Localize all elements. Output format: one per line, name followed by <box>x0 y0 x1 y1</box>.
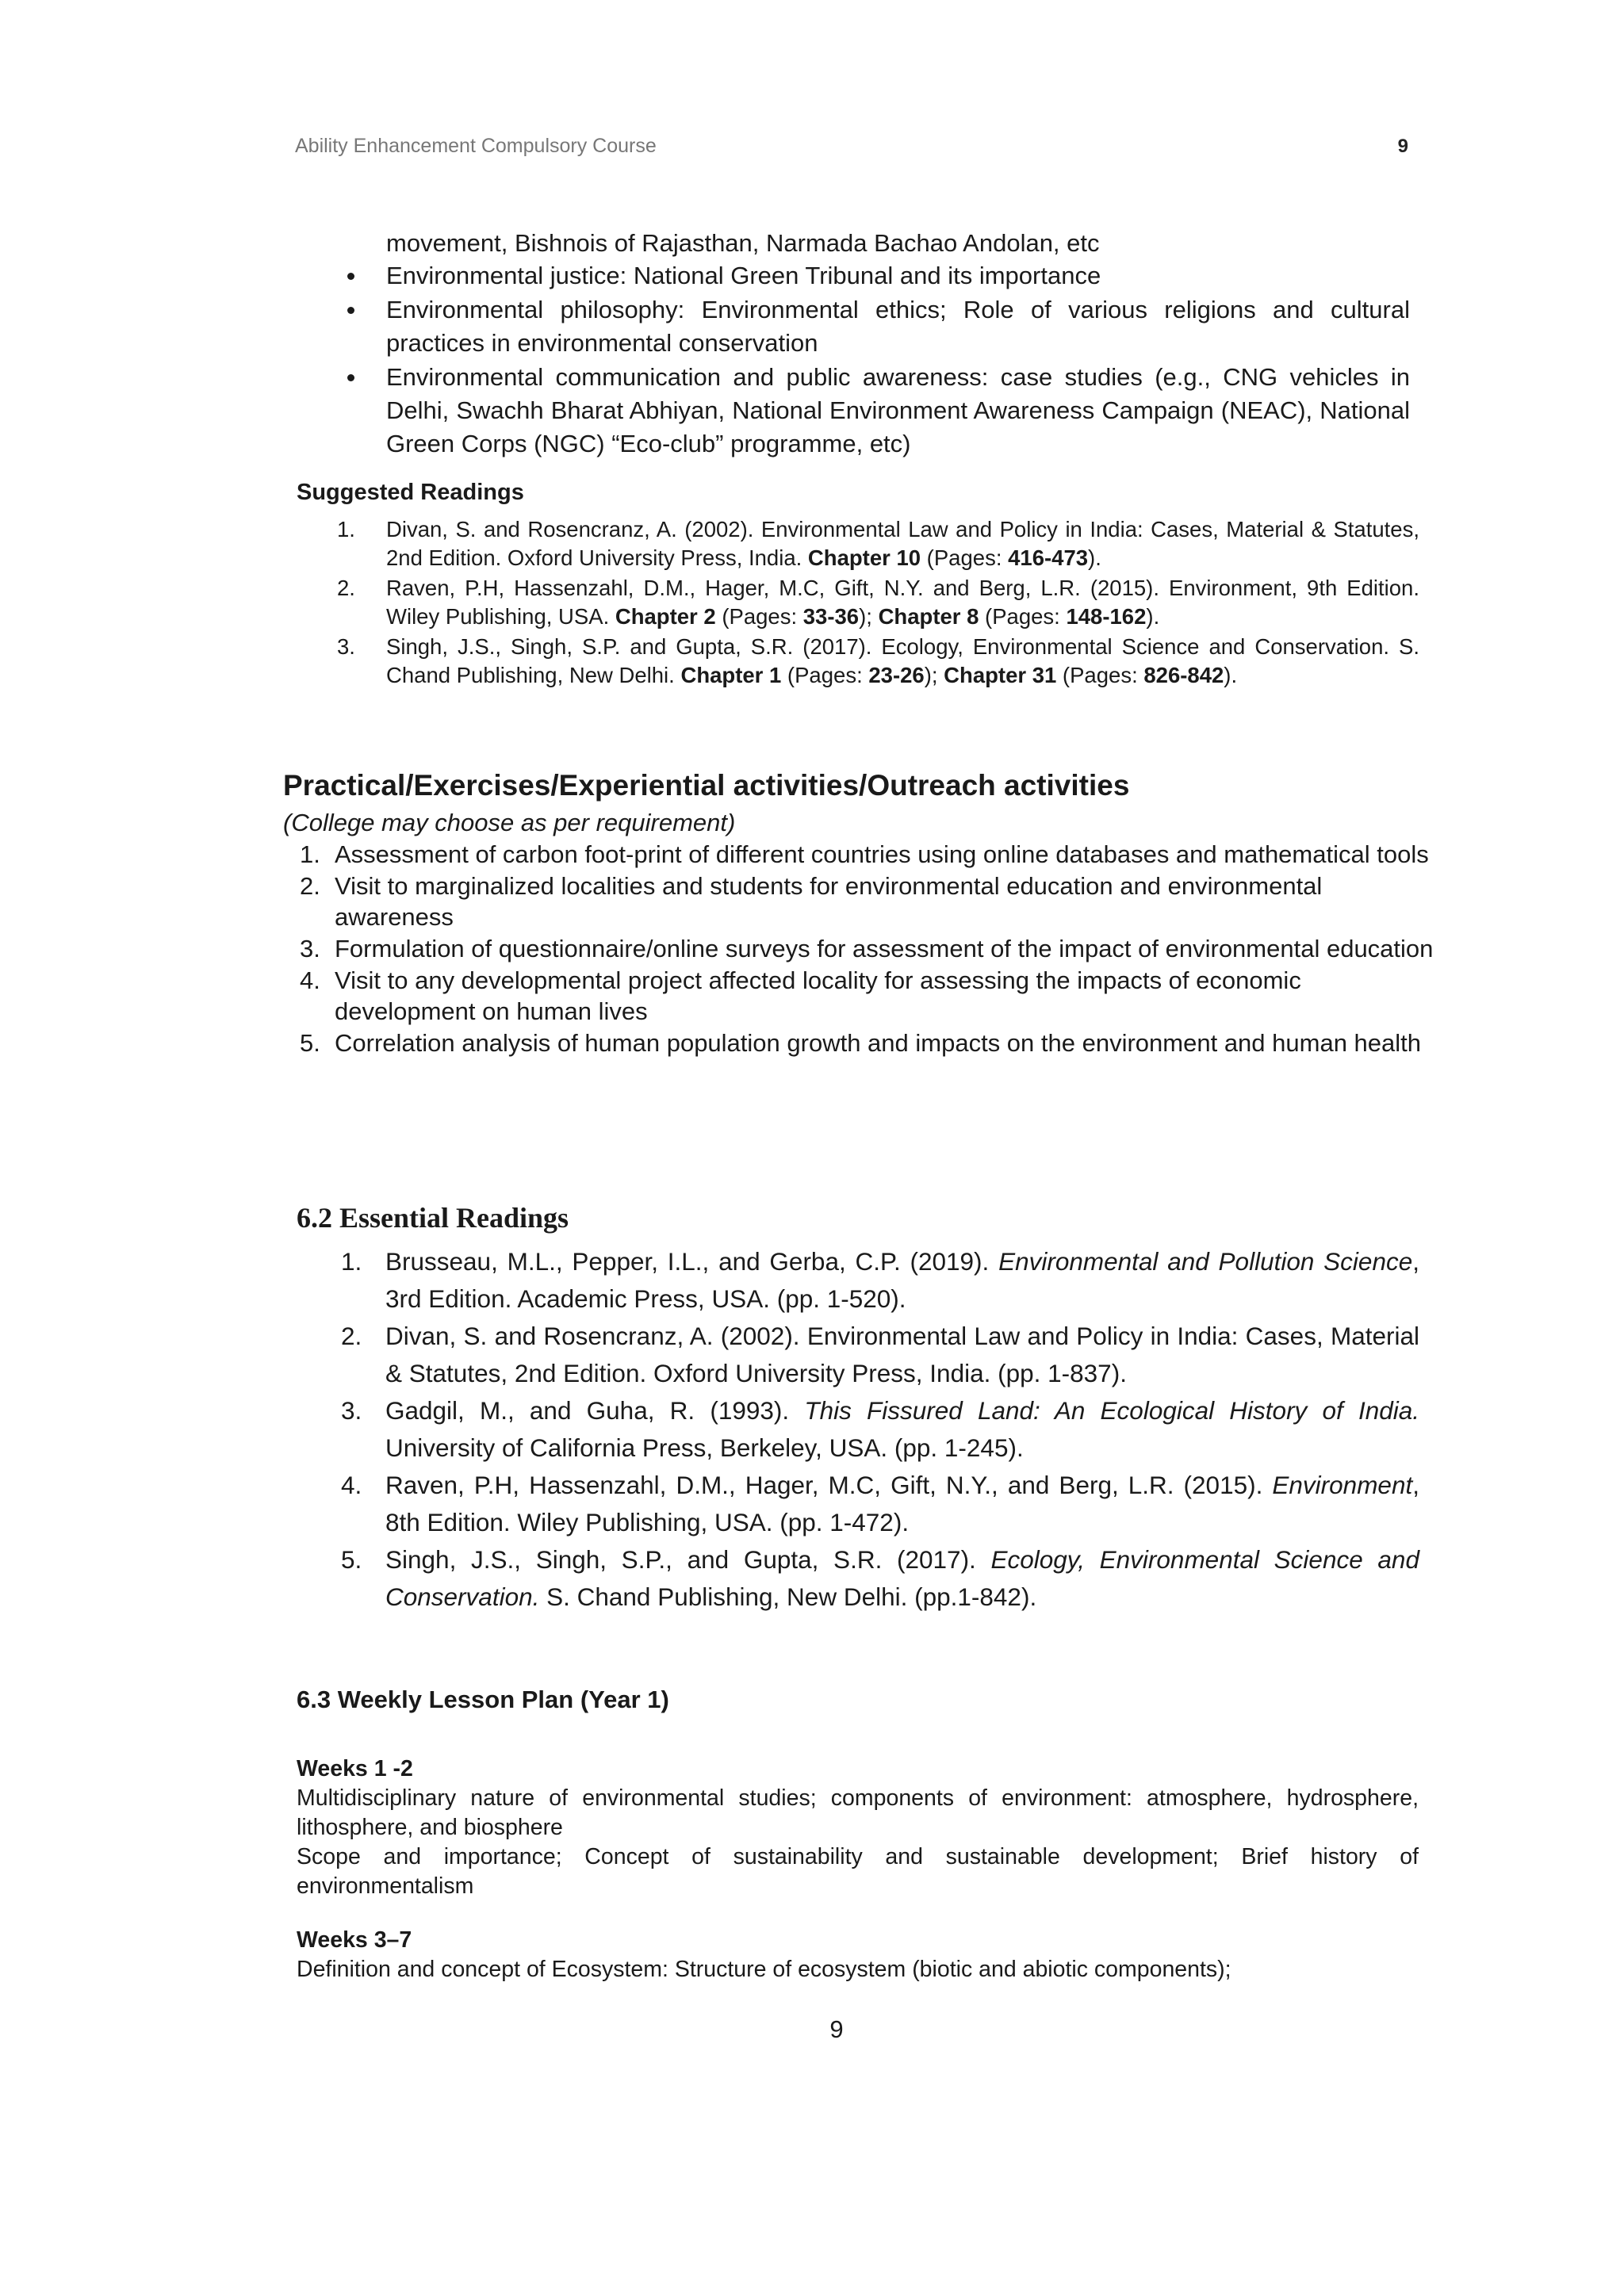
suggested-reading-item <box>337 515 1419 572</box>
essential-reading-item <box>341 1243 1419 1318</box>
week-paragraph: Scope and importance; Concept of sustainability and sustainable development; Brief history of environmentalism <box>297 1844 1419 1899</box>
essential-reading-item <box>341 1392 1419 1467</box>
chapter-ref: Chapter 8 <box>878 604 979 629</box>
reading-text: Singh, J.S., Singh, S.P., and Gupta, S.R. (2017). <box>385 1545 991 1574</box>
item-number: 4. <box>341 1471 362 1499</box>
item-number: 2. <box>341 1322 362 1350</box>
reading-text: ). <box>1088 545 1101 570</box>
reading-text: Singh, J.S., Singh, S.P. and Gupta, S.R. (2017). Ecology, Environmental Science and Conservation. S. Chand Publishing, New Delhi. <box>386 634 1419 687</box>
week-heading: Weeks 3–7 <box>297 1927 412 1953</box>
reading-text: S. Chand Publishing, New Delhi. (pp.1-842). <box>539 1582 1037 1611</box>
reading-text: (Pages: <box>979 604 1067 629</box>
essential-reading-item <box>341 1318 1419 1392</box>
course-title: Ability Enhancement Compulsory Course <box>295 135 657 157</box>
bullet-item: Environmental communication and public awareness: case studies (e.g., CNG vehicles in Delhi, Swachh Bharat Abhiyan, National Environment Awareness Campaign (NEAC), National Green Corps (NGC) “Eco-club” programme, etc) <box>347 361 1410 461</box>
item-number: 3. <box>300 935 320 962</box>
activity-item <box>300 839 1442 870</box>
reading-text: Divan, S. and Rosencranz, A. (2002). Environmental Law and Policy in India: Cases, Material & Statutes, 2nd Edition. Oxford University Press, India. <box>386 517 1419 570</box>
page-range: 33-36 <box>802 604 860 629</box>
reading-text: ). <box>1146 604 1160 629</box>
suggested-reading-item <box>337 633 1419 690</box>
chapter-ref: Chapter 10 <box>807 545 921 570</box>
bullet-item: Environmental justice: National Green Tribunal and its importance <box>347 259 1410 293</box>
page-range: 148-162 <box>1066 604 1147 629</box>
page-range: 416-473 <box>1008 545 1089 570</box>
weeks-3-7-section <box>297 1926 1419 1984</box>
week-paragraph: Definition and concept of Ecosystem: Structure of ecosystem (biotic and abiotic components); <box>297 1957 1231 1982</box>
item-number: 1. <box>300 840 320 868</box>
reading-text: Raven, P.H, Hassenzahl, D.M., Hager, M.C, Gift, N.Y. and Berg, L.R. (2015). Environment, 9th Edition. Wiley Publishing, USA. <box>386 576 1419 629</box>
activity-text: Assessment of carbon foot-print of different countries using online databases and mathematical tools <box>335 840 1429 868</box>
header-page-number: 9 <box>1397 136 1408 157</box>
reading-text: ); <box>924 663 944 687</box>
activity-text: Correlation analysis of human population growth and impacts on the environment and human health <box>335 1029 1422 1057</box>
reading-text: , 3rd Edition. Academic Press, USA. (pp. 1-520). <box>385 1247 1419 1313</box>
essential-reading-item <box>341 1467 1419 1541</box>
reading-text: Brusseau, M.L., Pepper, I.L., and Gerba, C.P. (2019). <box>385 1247 999 1276</box>
reading-text: Raven, P.H, Hassenzahl, D.M., Hager, M.C, Gift, N.Y., and Berg, L.R. (2015). <box>385 1471 1273 1499</box>
reading-text: (Pages: <box>1056 663 1144 687</box>
running-header <box>295 135 1408 158</box>
reading-title: This Fissured Land: An Ecological History of India. <box>804 1396 1419 1425</box>
item-number: 2. <box>337 576 355 600</box>
week-paragraph: Multidisciplinary nature of environmental studies; components of environment: atmosphere, hydrosphere, lithosphere, and biosphere <box>297 1785 1419 1840</box>
activity-item <box>300 1027 1442 1058</box>
reading-title: Environment <box>1272 1471 1413 1499</box>
item-number: 1. <box>341 1247 362 1276</box>
lesson-plan-heading: 6.3 Weekly Lesson Plan (Year 1) <box>297 1686 669 1713</box>
weeks-1-2-section <box>297 1755 1419 1901</box>
practical-note: (College may choose as per requirement) <box>283 809 736 836</box>
item-number: 3. <box>341 1396 362 1425</box>
item-number: 4. <box>300 966 320 994</box>
bullet-item: Environmental philosophy: Environmental ethics; Role of various religions and cultural practices in environmental conservation <box>347 293 1410 360</box>
chapter-ref: Chapter 2 <box>615 604 716 629</box>
reading-text: University of California Press, Berkeley, USA. (pp. 1-245). <box>385 1433 1024 1462</box>
reading-text: (Pages: <box>921 545 1009 570</box>
reading-title: Environmental and Pollution Science <box>998 1247 1413 1276</box>
practical-activities-list <box>300 839 1442 1059</box>
activity-item <box>300 871 1442 932</box>
activity-text: Visit to marginalized localities and students for environmental education and environmental awareness <box>335 872 1323 931</box>
chapter-ref: Chapter 1 <box>680 663 782 687</box>
suggested-reading-item <box>337 574 1419 631</box>
activity-text: Visit to any developmental project affected locality for assessing the impacts of economic development on human lives <box>335 966 1301 1025</box>
continued-text: movement, Bishnois of Rajasthan, Narmada Bachao Andolan, etc <box>386 229 1100 257</box>
item-number: 3. <box>337 634 355 659</box>
item-number: 2. <box>300 872 320 900</box>
activity-text: Formulation of questionnaire/online surveys for assessment of the impact of environmental education <box>335 935 1434 962</box>
reading-text: (Pages: <box>781 663 869 687</box>
footer-page-number: 9 <box>829 2015 844 2043</box>
reading-text: (Pages: <box>715 604 803 629</box>
week-heading: Weeks 1 -2 <box>297 1756 413 1781</box>
essential-readings-heading: 6.2 Essential Readings <box>297 1202 569 1234</box>
reading-text: Gadgil, M., and Guha, R. (1993). <box>385 1396 805 1425</box>
item-number: 5. <box>341 1545 362 1574</box>
reading-title: Ecology, Environmental Science and Conservation. <box>385 1545 1419 1611</box>
suggested-readings-list <box>337 515 1419 691</box>
page-range: 826-842 <box>1143 663 1224 687</box>
item-number: 1. <box>337 517 355 541</box>
essential-readings-list <box>341 1243 1419 1616</box>
essential-reading-item <box>341 1541 1419 1616</box>
reading-text: , 8th Edition. Wiley Publishing, USA. (pp. 1-472). <box>385 1471 1419 1536</box>
activity-item <box>300 965 1442 1027</box>
chapter-ref: Chapter 31 <box>944 663 1057 687</box>
reading-text: ). <box>1224 663 1238 687</box>
reading-text: Divan, S. and Rosencranz, A. (2002). Environmental Law and Policy in India: Cases, Material & Statutes, 2nd Edition. Oxford University Press, India. (pp. 1-837). <box>385 1322 1419 1387</box>
page-range: 23-26 <box>868 663 925 687</box>
practical-heading: Practical/Exercises/Experiential activities/Outreach activities <box>283 769 1130 802</box>
item-number: 5. <box>300 1029 320 1057</box>
reading-text: ); <box>859 604 879 629</box>
suggested-readings-heading: Suggested Readings <box>297 480 524 505</box>
topic-bullet-list <box>347 259 1410 461</box>
activity-item <box>300 933 1442 964</box>
